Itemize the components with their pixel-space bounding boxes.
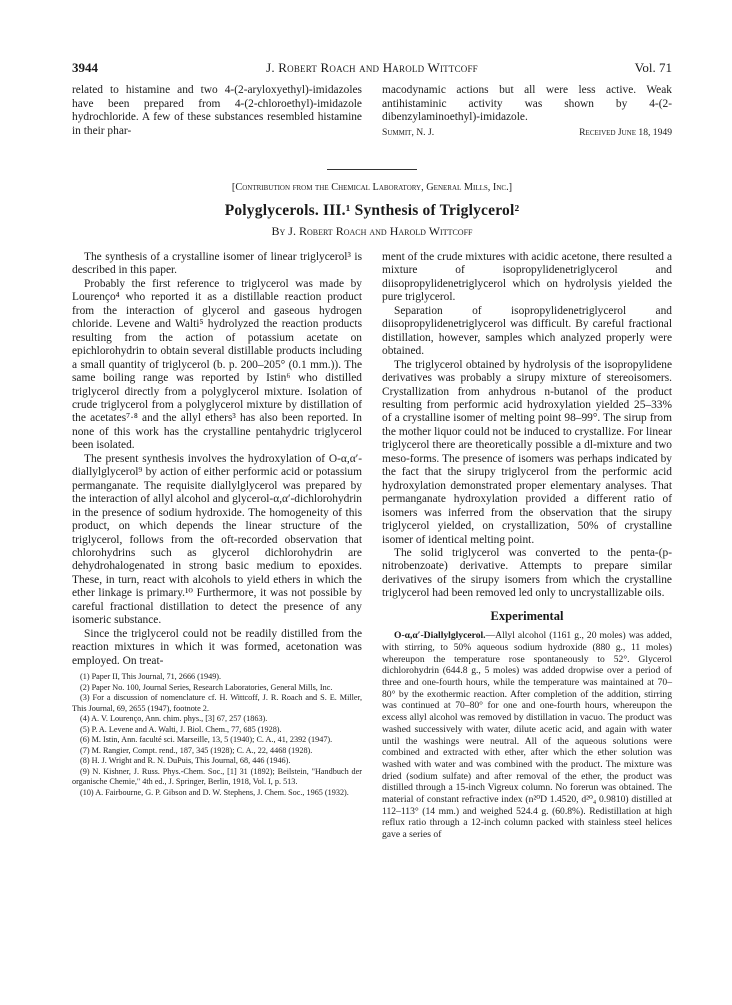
previous-article-right-text: macodynamic actions but all were less active. Weak antihistaminic activity was shown by 4-(2-dibenzylaminoethyl)-imidazole. (382, 84, 672, 124)
previous-article-right-column (382, 84, 672, 159)
compound-heading: O-α,α′-Diallylglycerol. (394, 630, 486, 642)
body-paragraph: The present synthesis involves the hydroxylation of O-α,α′-diallylglycerol⁹ by action of either performic acid or potassium permanganate. The requisite diallylglycerol was prepared by the interaction of allyl alcohol and glycerol-α,α′-dichlorohydrin in the presence of sodium hydroxide. The homogeneity of this product, on which depends the linear structure of the triglycerol, follows from the oft-recorded observation that chlorohydrins such as glycerol dichlorohydrin are dehydrohalogenated in strong basic medium to epoxides. These, in turn, react with alcohols to yield ethers in which the ether linkage is primary.¹⁰ Furthermore, it was not possible by careful fractional distillation to detect the presence of any isomeric substance. (72, 452, 362, 627)
body-paragraph: The synthesis of a crystalline isomer of linear triglycerol³ is described in this paper. (72, 251, 362, 277)
footnote: (4) A. V. Lourenço, Ann. chim. phys., [3] 67, 257 (1863). (80, 714, 268, 724)
article-byline: By J. Robert Roach and Harold Wittcoff (271, 224, 473, 238)
footnote: (6) M. Istin, Ann. faculté sci. Marseille, 13, 5 (1940); C. A., 41, 2392 (1947). (80, 735, 333, 745)
previous-article-left-column (72, 84, 362, 159)
previous-article-ending (72, 84, 672, 159)
page-number: 3944 (72, 60, 98, 75)
body-paragraph: The solid triglycerol was converted to the penta-(p-nitrobenzoate) derivative. Attempts to prepare similar derivatives of the sirupy isomers from which the crystalline triglycerol had been removed led only to uncrystallizable oils. (382, 546, 672, 600)
volume-label: Vol. 71 (634, 60, 672, 75)
body-paragraph: Since the triglycerol could not be readily distilled from the reaction mixtures in which it was formed, acetonation was employed. On treat- (72, 627, 362, 667)
right-column (382, 251, 672, 841)
body-paragraph: The triglycerol obtained by hydrolysis of the isopropylidene derivatives was probably a sirupy mixture of stereoisomers. Crystallization from anhydrous n-butanol of the product resulting from performic acid hydroxylation yielded 25–33% of a crystalline isomer of melting point 98–99°. The sirup from the mother liquor could not be induced to crystallize. For linear triglycerol there are theoretically possible a dl-mixture and two meso-forms. The presence of isomers was perhaps indicated by the fact that the sirupy triglycerol from the performic acid hydroxylation demonstrated proper elementary analyses. That permanganate hydroxylation provided a different ratio of isomers was inferred from the observation that the sirupy triglycerol yielded, on crystallization, 50% of crystalline isomer of identical melting point. (382, 358, 672, 546)
article-title: Polyglycerols. III.¹ Synthesis of Triglycerol² (224, 202, 520, 219)
left-column (72, 251, 362, 841)
footnote: (1) Paper II, This Journal, 71, 2666 (1949). (80, 672, 222, 682)
body-paragraph: Probably the first reference to triglycerol was made by Lourenço⁴ who reported it as a distillable reaction product from the interaction of glycerol and gaseous hydrogen chloride. Levene and Walti⁵ hydrolyzed the reaction products resulting from the action of potassium acetate on epichlorohydrin to obtain several distillable products including a small quantity of triglycerol (b. p. 200–205° (0.1 mm.)). The same boiling range was reported by Istin⁶ who distilled triglycerol directly from a polyglycerol mixture. Isolation of crude triglycerol from a polyglycerol mixture by distillation of the acetates⁷·⁸ and the allyl ethers³ has also been reported. In none of this work has the crystalline pentahydric triglycerol been isolated. (72, 277, 362, 452)
footnote: (8) H. J. Wright and R. N. DuPuis, This Journal, 68, 446 (1946). (80, 756, 291, 766)
experimental-text: —Allyl alcohol (1161 g., 20 moles) was added, with stirring, to 50% aqueous sodium hydroxide (880 g., 11 moles) whereupon the temperature rose spontaneously to 52°. Glycerol dichlorohydrin (644.8 g., 5 moles) was added dropwise over a period of three and one-fourth hours, while the temperature was maintained at 70–80° by the exothermic reaction. After completion of the addition, stirring was continued at 70–80° for one and one-fourth hours, whereupon the excess allyl alcohol was removed by distillation in vacuo. The product was washed successively with water, dilute acetic acid, and again with water until the washings were neutral. All of the aqueous solutions were combined and extracted with ether, after which the ether solution was washed with water and was combined with the product. The mixture was dried (sodium sulfate) and after removal of the ether, the product was distilled through a 15-inch Vigreux column. No forerun was obtained. The material of constant refractive index (n²⁰D 1.4520, d²⁰₄ 0.9810) distilled at 112–113° (14 mm.) and weighed 524.4 g. (60.8%). Redistillation at high reflux ratio through a 12-inch column packed with stainless steel helices gave a series of (382, 630, 672, 841)
author-location: Summit, N. J. (382, 126, 435, 138)
footnote: (5) P. A. Levene and A. Walti, J. Biol. Chem., 77, 685 (1928). (80, 724, 282, 734)
footnote: (9) N. Kishner, J. Russ. Phys.-Chem. Soc., [1] 31 (1892); Beilstein, "Handbuch der organische Chemie," 4th ed., J. Springer, Berlin, 1918, Vol. I, p. 513. (72, 766, 362, 787)
previous-article-signature (382, 126, 672, 140)
experimental-heading: Experimental (490, 608, 564, 623)
experimental-paragraph (382, 630, 672, 841)
footnote: (7) M. Rangier, Compt. rend., 187, 345 (1928); C. A., 22, 4468 (1928). (80, 745, 313, 755)
footnote: (10) A. Fairbourne, G. P. Gibson and D. W. Stephens, J. Chem. Soc., 1965 (1932). (80, 787, 349, 797)
running-head-authors: J. Robert Roach and Harold Wittcoff (266, 60, 478, 75)
journal-page (72, 60, 672, 841)
contribution-line: [Contribution from the Chemical Laboratory, General Mills, Inc.] (231, 182, 513, 193)
article-body (72, 251, 672, 841)
body-paragraph: ment of the crude mixtures with acidic acetone, there resulted a mixture of isopropylidenetriglycerol and diisopropylidenetriglycerol which on hydrolysis yielded the pure triglycerol. (382, 251, 672, 304)
running-head (72, 60, 672, 84)
previous-article-left-text: related to histamine and two 4-(2-aryloxyethyl)-imidazoles have been prepared from 4-(2-chloroethyl)-imidazole hydrochloride. A few of these substances resembled histamine in their phar- (72, 84, 362, 137)
received-date: Received June 18, 1949 (579, 126, 672, 138)
article-divider (327, 169, 417, 170)
footnotes (72, 672, 362, 798)
footnote: (3) For a discussion of nomenclature cf. H. Wittcoff, J. R. Roach and S. E. Miller, This Journal, 69, 2655 (1947), footnote 2. (72, 693, 362, 713)
footnote: (2) Paper No. 100, Journal Series, Research Laboratories, General Mills, Inc. (80, 682, 333, 692)
body-paragraph: Separation of isopropylidenetriglycerol and diisopropylidenetriglycerol was difficult. By careful fractional distillation, however, samples which analyzed properly were obtained. (382, 304, 672, 358)
